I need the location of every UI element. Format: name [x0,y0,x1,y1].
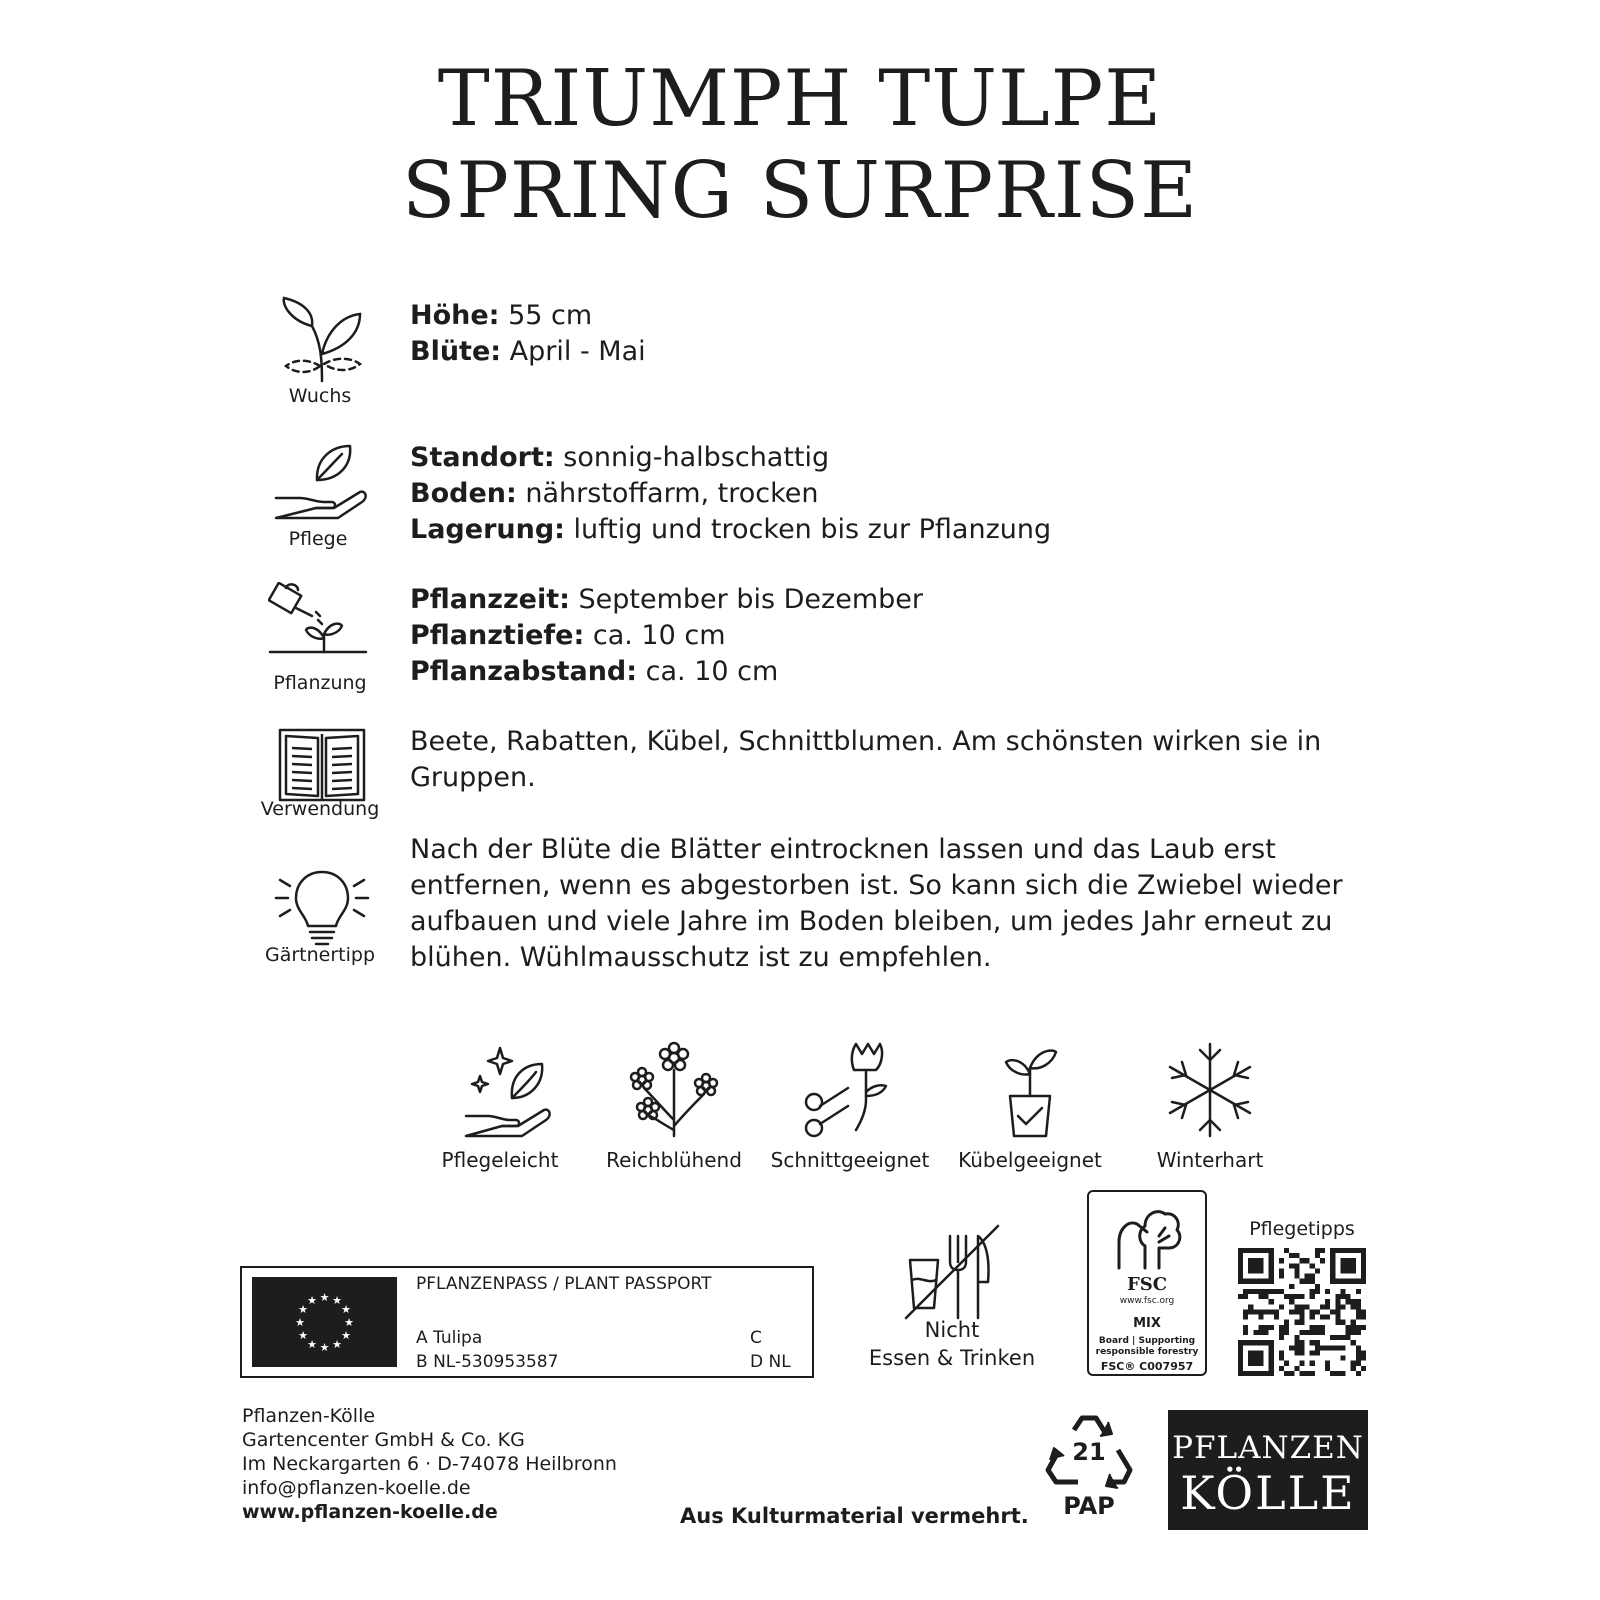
gaertnertipp-label: Gärtnertipp [264,944,376,966]
brand-line-1: PFLANZEN [1172,1430,1364,1466]
hand-leaf-icon [272,440,372,530]
badge-kuebelgeeignet: Kübelgeeignet [958,1148,1102,1172]
fsc-tree-icon [1111,1202,1187,1272]
email-link[interactable]: info@pflanzen-koelle.de [242,1477,471,1499]
gaertnertipp-text: Nach der Blüte die Blätter eintrocknen lassen und das Laub erst entfernen, wenn es abgestorben ist. So kann sich die Zwiebel wieder aufbauen und viele Jahre im Boden bleiben, um jedes Jahr erneut zu blühen. Wühlmausschutz ist zu empfehlen. [410,834,1343,973]
pflanztiefe-row: Pflanztiefe: ca. 10 cm [410,620,726,651]
address-line-3: Im Neckargarten 6 · D-74078 Heilbronn [242,1453,617,1475]
wuchs-label: Wuchs [288,385,352,407]
warning-line-2: Essen & Trinken [868,1346,1036,1370]
pflanzung-label: Pflanzung [273,672,367,694]
warning-text [860,1316,1044,1372]
badge-pflegeleicht: Pflegeleicht [441,1148,559,1172]
address-line-2: Gartencenter GmbH & Co. KG [242,1429,525,1451]
svg-text:★: ★ [341,1303,351,1316]
verwendung-label: Verwendung [260,798,380,820]
boden-row: Boden: nährstoffarm, trocken [410,478,819,509]
svg-text:★: ★ [319,1291,330,1304]
snowflake-icon [1160,1040,1260,1140]
passport-c: C [750,1328,762,1348]
standort-row: Standort: sonnig-halbschattig [410,442,830,473]
pot-plant-icon [980,1040,1080,1140]
fsc-code: FSC® C007957 [1100,1360,1194,1373]
light-bulb-icon [272,866,372,956]
passport-b: B NL-530953587 [416,1352,559,1372]
svg-text:★: ★ [344,1316,354,1329]
title-line-2: SPRING SURPRISE [401,146,1199,236]
pflege-label: Pflege [288,528,348,550]
pflanzabstand-row: Pflanzabstand: ca. 10 cm [410,656,779,687]
recycle-icon [1044,1412,1134,1522]
svg-text:★: ★ [332,1294,342,1307]
fsc-claim-2: responsible forestry [1095,1347,1199,1357]
passport-d: D NL [750,1352,791,1372]
svg-text:★: ★ [307,1338,317,1351]
no-eat-drink-icon [902,1222,1002,1322]
badge-schnittgeeignet: Schnittgeeignet [770,1148,930,1172]
watering-can-plant-icon [268,582,368,672]
qr-label: Pflegetipps [1249,1218,1355,1240]
hoehe-row: Höhe: 55 cm [410,300,593,331]
fsc-name: FSC [1126,1274,1168,1295]
leaf-sprout-icon [272,296,372,386]
svg-text:★: ★ [341,1329,351,1342]
scissors-tulip-icon [800,1040,900,1140]
brand-line-2: KÖLLE [1180,1466,1356,1520]
title-line-1: TRIUMPH TULPE [437,54,1163,144]
company-address [242,1404,617,1524]
badge-reichbluehend: Reichblühend [606,1148,742,1172]
fsc-label [1087,1190,1207,1376]
svg-text:★: ★ [295,1316,305,1329]
svg-text:★: ★ [307,1294,317,1307]
recycle-code: PAP [1063,1492,1115,1520]
eu-flag-icon [252,1277,397,1367]
pflanzung-info [410,582,1370,690]
pflanzzeit-row: Pflanzzeit: September bis Dezember [410,584,923,615]
svg-text:★: ★ [298,1303,308,1316]
website-link[interactable]: www.pflanzen-koelle.de [242,1501,498,1523]
qr-code-icon[interactable] [1238,1248,1366,1376]
warning-line-1: Nicht [924,1318,980,1342]
origin-note: Aus Kulturmaterial vermehrt. [680,1504,1029,1528]
svg-text:★: ★ [319,1341,330,1354]
svg-text:★: ★ [298,1329,308,1342]
flowers-icon [624,1040,724,1140]
fsc-url: www.fsc.org [1119,1296,1175,1306]
fsc-claim [1089,1336,1205,1358]
lagerung-row: Lagerung: luftig und trocken bis zur Pflanzung [410,514,1052,545]
recycle-number: 21 [1072,1438,1106,1466]
brand-logo [1168,1410,1368,1530]
pflege-info [410,440,1370,548]
verwendung-text: Beete, Rabatten, Kübel, Schnittblumen. Am schönsten wirken sie in Gruppen. [410,726,1322,793]
badge-winterhart: Winterhart [1156,1148,1264,1172]
bluete-row: Blüte: April - Mai [410,336,646,367]
svg-text:★: ★ [332,1338,342,1351]
passport-a: A Tulipa [416,1328,483,1348]
hand-sparkle-leaf-icon [460,1040,560,1140]
fsc-claim-1: Board | Supporting [1098,1336,1196,1346]
passport-heading: PFLANZENPASS / PLANT PASSPORT [416,1274,712,1294]
wuchs-info [410,298,1370,370]
fsc-mix: MIX [1133,1316,1161,1331]
plant-passport [240,1266,814,1378]
address-line-1: Pflanzen-Kölle [242,1405,376,1427]
